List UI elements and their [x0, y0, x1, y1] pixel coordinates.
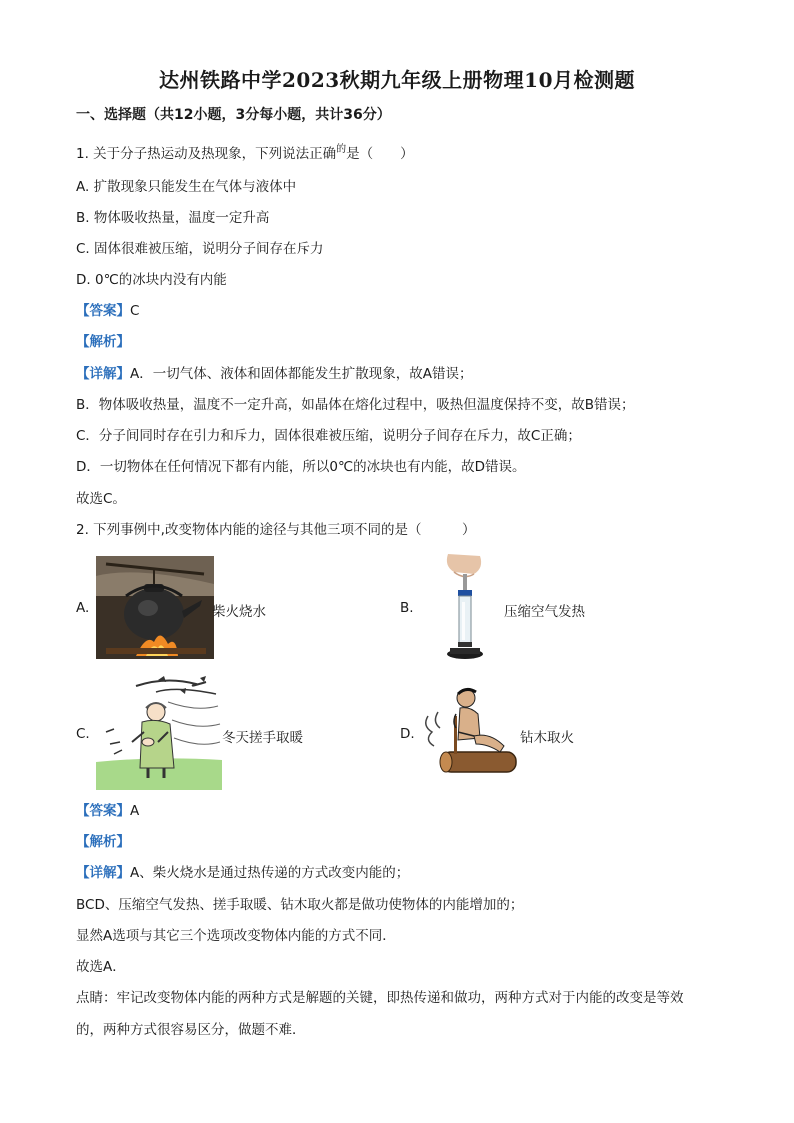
- q1-stem: [76, 145, 414, 165]
- q2-detail-a: [76, 864, 409, 882]
- q2-answer: [76, 802, 139, 820]
- q1-stem-end: 是（ ）: [346, 146, 414, 162]
- answer-tag: 【答案】: [76, 803, 130, 819]
- detail-tag: 【详解】: [76, 366, 130, 382]
- q1-option-a: A. 扩散现象只能发生在气体与液体中: [76, 179, 297, 195]
- q2-option-a-label: 柴火烧水: [212, 604, 266, 620]
- q1-stem-text: 1. 关于分子热运动及热现象，下列说法正确: [76, 146, 337, 162]
- q1-detail-d: D．一切物体在任何情况下都有内能，所以0℃的冰块也有内能，故D错误。: [76, 459, 526, 475]
- air-compression-image: [436, 552, 496, 664]
- detail-text: A．一切气体、液体和固体都能发生扩散现象，故A错误；: [130, 366, 473, 382]
- q1-answer: [76, 302, 139, 320]
- q2-option-d-label: 钻木取火: [520, 730, 574, 746]
- q2-option-b-label: 压缩空气发热: [504, 604, 585, 620]
- page-title: 达州铁路中学2023秋期九年级上册物理10月检测题: [159, 68, 635, 92]
- drill-wood-fire-image: [418, 686, 520, 778]
- answer-value: C: [130, 303, 140, 319]
- q1-option-d: D. 0℃的冰块内没有内能: [76, 272, 227, 288]
- analysis-tag: 【解析】: [76, 834, 130, 850]
- q2-analysis: [76, 833, 130, 851]
- kettle-fire-image: [96, 556, 214, 659]
- q1-detail-a: [76, 365, 472, 383]
- answer-tag: 【答案】: [76, 303, 130, 319]
- detail-tag: 【详解】: [76, 865, 130, 881]
- q2-option-c-letter: C.: [76, 726, 90, 742]
- q2-detail-b: BCD、压缩空气发热、搓手取暖、钻木取火都是做功使物体的内能增加的；: [76, 897, 524, 913]
- analysis-tag: 【解析】: [76, 334, 130, 350]
- section-heading: 一、选择题（共12小题，3分每小题，共计36分）: [76, 107, 391, 123]
- q2-option-a-letter: A.: [76, 600, 90, 616]
- q2-conclusion: 故选A．: [76, 959, 126, 975]
- q1-analysis: [76, 333, 130, 351]
- q2-stem: 2. 下列事例中,改变物体内能的途径与其他三项不同的是（ ）: [76, 522, 476, 538]
- q1-option-b: B. 物体吸收热量，温度一定升高: [76, 210, 270, 226]
- q1-option-c: C. 固体很难被压缩，说明分子间存在斥力: [76, 241, 324, 257]
- answer-value: A: [130, 803, 140, 819]
- q2-option-c-label: 冬天搓手取暖: [222, 730, 303, 746]
- q1-conclusion: 故选C。: [76, 491, 126, 507]
- q2-detail-c: 显然A选项与其它三个选项改变物体内能的方式不同．: [76, 928, 396, 944]
- q2-option-b-letter: B.: [400, 600, 414, 616]
- detail-text: A、柴火烧水是通过热传递的方式改变内能的；: [130, 865, 410, 881]
- q2-option-d-letter: D.: [400, 726, 415, 742]
- q1-detail-b: B．物体吸收热量，温度不一定升高，如晶体在熔化过程中，吸热但温度保持不变，故B错误；: [76, 397, 635, 413]
- q1-stem-mark: 的: [336, 144, 347, 155]
- q1-detail-c: C．分子间同时存在引力和斥力，固体很难被压缩，说明分子间存在斥力，故C正确；: [76, 428, 581, 444]
- rubbing-hands-image: [96, 672, 222, 790]
- q2-tip-line-2: 的，两种方式很容易区分，做题不难．: [76, 1022, 306, 1038]
- q2-tip-line-1: 点睛：牢记改变物体内能的两种方式是解题的关键，即热传递和做功，两种方式对于内能的改变是等效: [76, 990, 684, 1006]
